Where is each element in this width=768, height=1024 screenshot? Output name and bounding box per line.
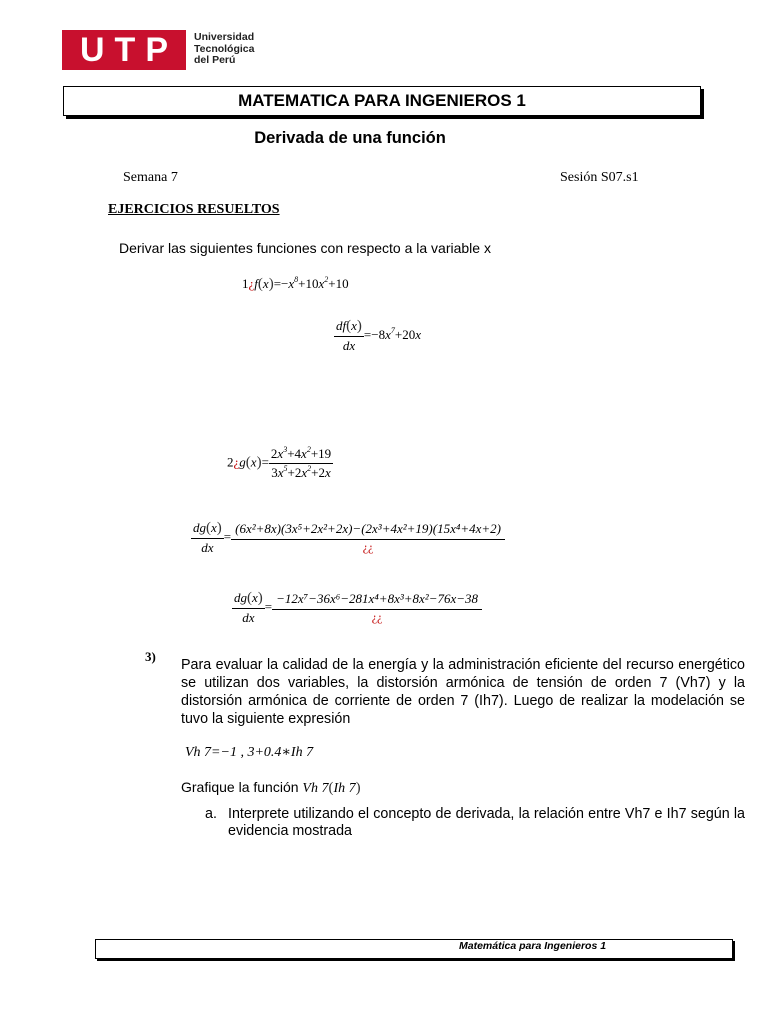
utp-logo bbox=[62, 30, 186, 70]
term: x bbox=[301, 465, 308, 480]
term: =− bbox=[273, 276, 289, 291]
logo-line-1: Universidad bbox=[194, 31, 255, 43]
logo-line-3: del Perú bbox=[194, 54, 236, 66]
term: +4 bbox=[287, 446, 302, 461]
graph-label: Grafique la función bbox=[181, 779, 299, 795]
function-name: g bbox=[239, 454, 246, 470]
dg: dg bbox=[193, 520, 206, 535]
graph-function: Vh 7(Ih 7) bbox=[302, 780, 361, 796]
problem-3-equation: Vh 7=−1 , 3+0.4∗Ih 7 bbox=[185, 745, 314, 760]
term: x bbox=[277, 446, 284, 461]
marker: ¿ bbox=[248, 276, 255, 291]
g-fraction bbox=[269, 446, 333, 481]
exercise-2-function: 2¿g(x)= $\frac{2x^3+4x^2+19}{3x^5+2x^2+2x}$ bbox=[227, 445, 332, 480]
dg-fraction: $\frac{dg(x)}{dx}$ bbox=[234, 590, 263, 625]
variable: x bbox=[351, 318, 357, 333]
exponent: 7 bbox=[390, 325, 395, 335]
term: +2 bbox=[287, 465, 302, 480]
problem-3-text: Para evaluar la calidad de la energía y la administración eficiente del recurso energético se utilizan dos variables, la distorsión armónica de tensión de orden 7 (Vh7) y la distorsión armónica de corriente de orden 7 (Ih7). Luego de realizar la modelación se tuvo la siguiente expresión bbox=[181, 657, 745, 727]
session-label: Sesión S07.s1 bbox=[560, 170, 639, 185]
term: x bbox=[288, 276, 295, 291]
derivative-fraction: $\frac{df(x)}{dx}$ bbox=[336, 318, 362, 353]
variable: x bbox=[262, 276, 269, 291]
function-name: f bbox=[254, 276, 258, 291]
simplified-fraction bbox=[272, 591, 482, 625]
term: 2 bbox=[270, 446, 278, 461]
term: +10 bbox=[298, 276, 319, 291]
graph-instruction bbox=[181, 779, 361, 797]
problem-3-item-a bbox=[205, 806, 745, 840]
term: x bbox=[385, 326, 391, 342]
term: +10 bbox=[328, 276, 349, 291]
exponent: 8 bbox=[294, 275, 299, 284]
footer-box bbox=[95, 939, 733, 959]
term: x bbox=[301, 446, 307, 461]
df: df bbox=[336, 318, 347, 333]
problem-3-number: 3) bbox=[145, 649, 156, 664]
dx: dx bbox=[242, 610, 255, 625]
week-label: Semana 7 bbox=[123, 170, 178, 185]
exponent: 2 bbox=[306, 445, 311, 454]
exponent: 2 bbox=[324, 275, 329, 284]
function-argument: Ih 7 bbox=[333, 781, 356, 796]
variable: x bbox=[252, 590, 258, 605]
logo-letter-t: T bbox=[114, 31, 136, 69]
exponent: 3 bbox=[283, 445, 288, 454]
exponent: 5 bbox=[283, 464, 288, 473]
exercise-2-derivative-step-1: $\frac{dg(x)}{dx}$ = $\frac{\text{(6x²+8x)(3x⁵+2x²+2x)−(2x³+4x²+19)(15x⁴+4x+2)}}{¿¿}$ bbox=[191, 520, 505, 556]
term: =−8 bbox=[363, 326, 386, 342]
course-title-box bbox=[63, 86, 701, 116]
marker: ¿ bbox=[233, 454, 240, 470]
topic-title: Derivada de una función bbox=[254, 129, 446, 147]
exercise-number: 2 bbox=[227, 454, 234, 470]
simplified-numerator: −12x⁷−36x⁶−281x⁴+8x³+8x²−76x−38 bbox=[272, 591, 482, 610]
term: 3 bbox=[271, 465, 278, 480]
dx: dx bbox=[342, 338, 356, 353]
item-label: a. bbox=[205, 806, 217, 822]
instruction-text: Derivar las siguientes funciones con respecto a la variable x bbox=[119, 240, 491, 256]
denominator-marker: ¿¿ bbox=[371, 610, 383, 624]
variable: x bbox=[250, 454, 257, 470]
quotient-rule-fraction bbox=[231, 521, 505, 555]
dg: dg bbox=[234, 590, 247, 605]
logo-line-2: Tecnológica bbox=[194, 42, 255, 55]
dg-fraction: $\frac{dg(x)}{dx}$ bbox=[193, 520, 222, 555]
quotient-rule-numerator: (6x²+8x)(3x⁵+2x²+2x)−(2x³+4x²+19)(15x⁴+4x+2) bbox=[231, 521, 505, 540]
term: +2 bbox=[311, 465, 326, 480]
logo-university-name bbox=[194, 32, 254, 67]
exercise-1-derivative bbox=[334, 318, 421, 354]
exponent: 2 bbox=[307, 464, 312, 473]
exercise-1-function: $1¿f(x)=-x^8+10x^2+10$ bbox=[242, 275, 349, 292]
function-name: Vh 7 bbox=[302, 781, 329, 796]
variable: x bbox=[211, 520, 217, 535]
logo-letter-u: U bbox=[79, 31, 105, 69]
footer-text: Matemática para Ingenieros 1 bbox=[459, 940, 607, 952]
term: +19 bbox=[310, 446, 332, 461]
dx: dx bbox=[201, 540, 214, 555]
section-heading: EJERCICIOS RESUELTOS bbox=[108, 202, 280, 217]
term: x bbox=[325, 465, 331, 480]
course-title: MATEMATICA PARA INGENIEROS 1 bbox=[238, 91, 526, 110]
term: x bbox=[318, 276, 325, 291]
item-text: Interprete utilizando el concepto de derivada, la relación entre Vh7 e Ih7 según la evidencia mostrada bbox=[228, 806, 745, 839]
denominator-marker: ¿¿ bbox=[362, 540, 374, 554]
term: x bbox=[415, 326, 421, 342]
term: x bbox=[277, 465, 284, 480]
exercise-2-derivative-step-2: $\frac{dg(x)}{dx}$ = $\frac{\text{−12x⁷−36x⁶−281x⁴+8x³+8x²−76x−38}}{¿¿}$ bbox=[232, 590, 482, 626]
term: +20 bbox=[394, 326, 416, 342]
logo-letter-p: P bbox=[145, 31, 169, 69]
exercise-number: 1 bbox=[242, 276, 249, 291]
